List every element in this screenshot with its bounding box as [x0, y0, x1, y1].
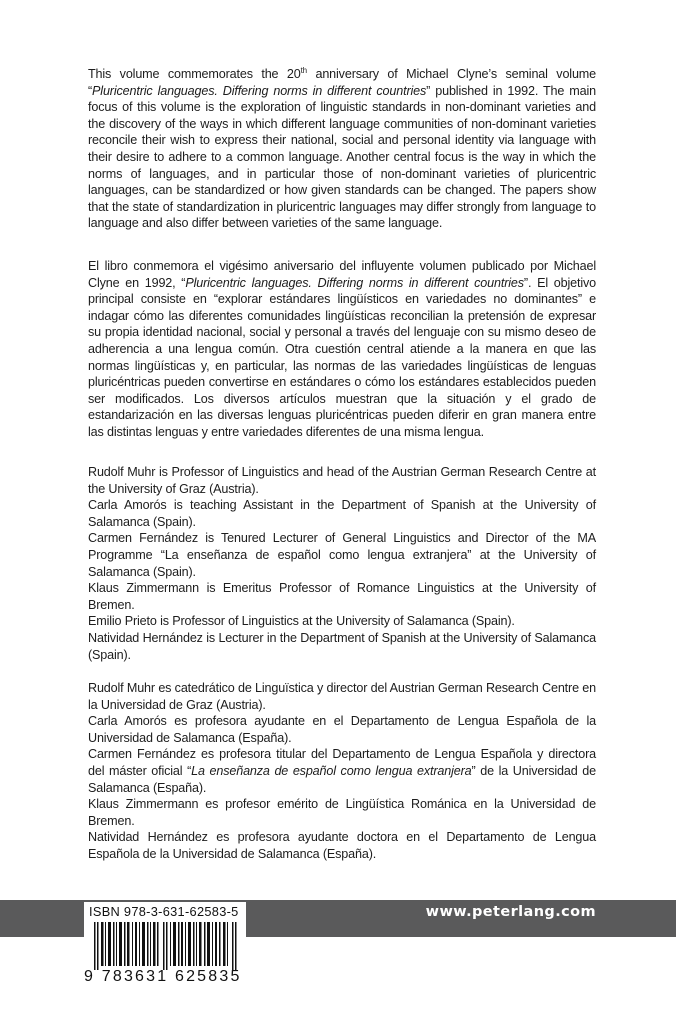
bio-zimmermann-es: Klaus Zimmermann es profesor emérito de Lingüística Románica en la Universidad de Bremen. — [88, 797, 596, 828]
programme-title-italic: La enseñanza de español como lengua extranjera — [191, 763, 472, 778]
english-blurb-paragraph: This volume commemorates the 20th anniversary of Michael Clyne’s seminal volume “Pluricentric languages. Differing norms in different countries” published in 1992. The main focus of this volume is the exploration of linguistic standards in non-dominant varieties and the discovery of the ways in which different language communities of non-dominant varieties reconcile their wish to express their national, social and personal identity via language with their desire to adhere to a common language. Another central focus is the way in which the norms of languages, and in particular those of non-dominant varieties of pluricentric languages, can be standardized or how given standards can be changed. The papers show that the state of standardization in pluricentric languages may differ strongly from language to language and also differ between varieties of the same language. — [88, 65, 597, 231]
barcode-bars — [92, 922, 240, 970]
ordinal-superscript: th — [300, 65, 307, 75]
spanish-blurb — [88, 258, 596, 441]
bio-muhr-es: Rudolf Muhr es catedrático de Linguïstica y director del Austrian German Research Centre en la Universidad de Graz (Austria). — [88, 681, 596, 712]
bio-fernandez-es: Carmen Fernández es profesora titular del Departamento de Lengua Española y directora del máster oficial “La enseñanza de español como lengua extranjera” de la Universidad de Salamanca (España). — [88, 747, 596, 795]
bio-muhr-en: Rudolf Muhr is Professor of Linguistics and head of the Austrian German Research Centre at the University of Graz (Austria). — [88, 465, 596, 496]
isbn-barcode — [84, 902, 246, 994]
book-title-italic: Pluricentric languages. Differing norms in different countries — [92, 83, 427, 98]
spanish-blurb-paragraph: El libro conmemora el vigésimo aniversario del influyente volumen publicado por Michael Clyne en 1992, “Pluricentric languages. Differing norms in different countries”. El objetivo principal consiste en “explorar estándares lingüísticos en variedades no dominantes” e indagar cómo las diferentes comunidades lingüísticas reconcilian la pretensión de expresar su propia identidad nacional, social y personal a través del lenguaje con su mismo deseo de adherencia a una lengua común. Otra cuestión central atiende a la manera en que las normas lingüísticas y, en particular, las normas de las variedades lingüísticas de lenguas pluricéntricas pueden convertirse en estándares o cómo los estándares establecidos pueden ser modificados. Los diversos artículos muestran que la situación y el grado de estandarización en las diversas lenguas pluricéntricas pueden diferir en gran manera entre las distintas lenguas y entre variedades diferentes de una misma lengua. — [88, 259, 596, 439]
bio-hernandez-en: Natividad Hernández is Lecturer in the Department of Spanish at the University of Salamanca (Spain). — [88, 630, 596, 662]
bio-fernandez-en: Carmen Fernández is Tenured Lecturer of General Linguistics and Director of the MA Programme “La enseñanza de español como lengua extranjera” at the University of Salamanca (Spain). — [88, 531, 596, 579]
bio-prieto-en: Emilio Prieto is Professor of Linguistics at the University of Salamanca (Spain). — [88, 614, 515, 629]
book-title-italic: Pluricentric languages. Differing norms in different countries — [185, 275, 524, 290]
publisher-website: www.peterlang.com — [425, 904, 596, 920]
bio-hernandez-es: Natividad Hernández es profesora ayudante doctora en el Departamento de Lengua Española de la Universidad de Salamanca (España). — [88, 830, 596, 861]
english-author-bios — [88, 464, 596, 663]
english-blurb — [88, 66, 596, 232]
bio-zimmermann-en: Klaus Zimmermann is Emeritus Professor of Romance Linguistics at the University of Bremen. — [88, 581, 596, 612]
barcode-digits: 9 783631 625835 — [84, 968, 242, 985]
bio-amoros-es: Carla Amorós es profesora ayudante en el Departamento de Lengua Española de la Universidad de Salamanca (España). — [88, 714, 596, 745]
bio-amoros-en: Carla Amorós is teaching Assistant in the Department of Spanish at the University of Salamanca (Spain). — [88, 498, 596, 529]
spanish-author-bios — [88, 680, 596, 863]
isbn-label: ISBN 978-3-631-62583-5 — [89, 904, 239, 919]
